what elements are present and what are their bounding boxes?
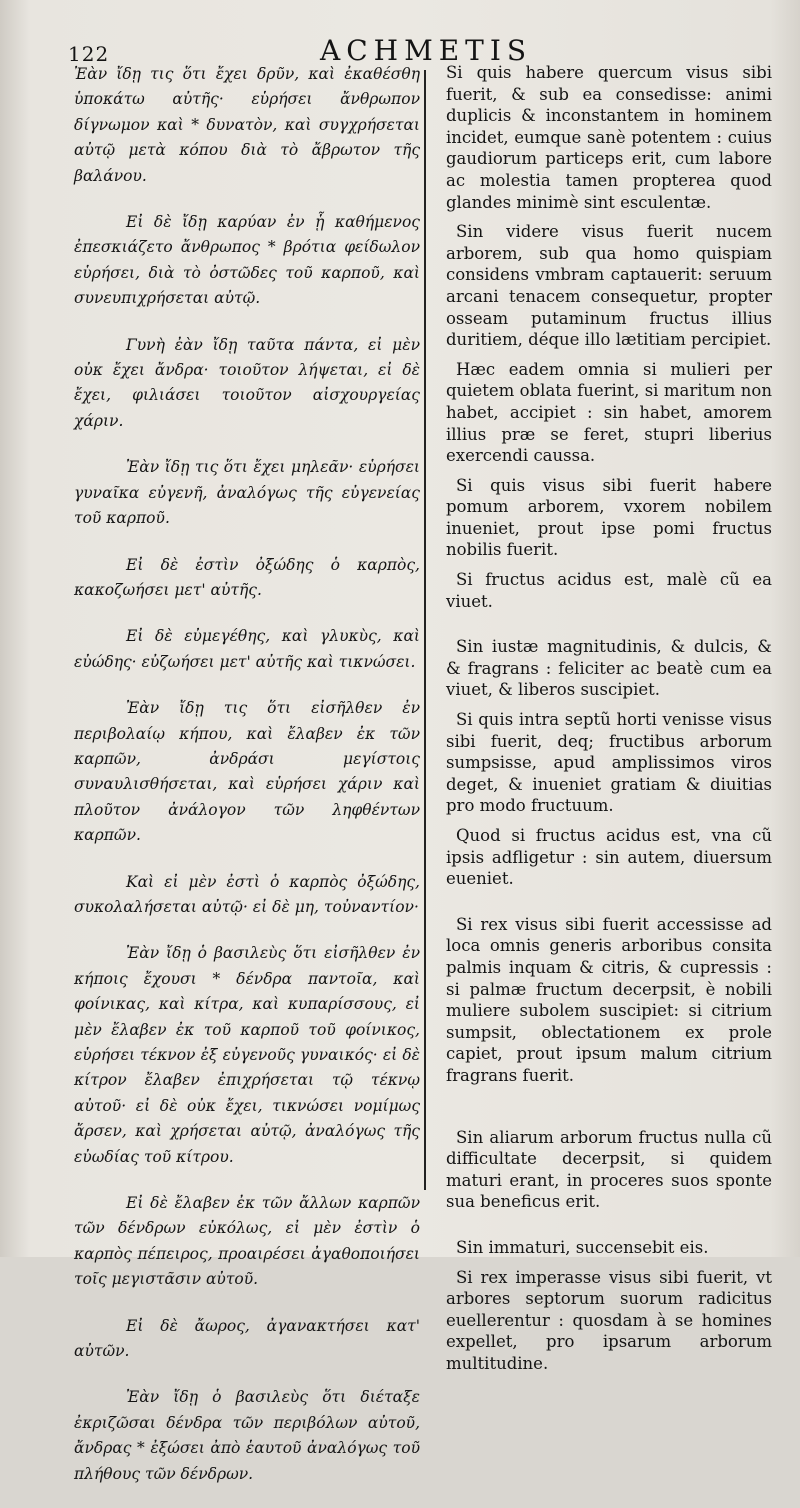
latin-paragraph: Sin immaturi, succensebit eis. xyxy=(456,1237,709,1257)
greek-paragraph: Γυνὴ ἐὰν ἴδῃ ταῦτα πάντα, εἰ μὲν οὐκ ἔχει ἄνδρα· τοιοῦτον λήψεται, εἰ δὲ ἔχει, φιλιάσει τοιοῦτον αἰσχουργείας χάριν. xyxy=(74,335,420,430)
paragraph-gap xyxy=(446,898,772,914)
greek-paragraph: Ἐὰν ἴδῃ ὁ βασιλεὺς ὅτι διέταξε ἐκριζῶσαι δένδρα τῶν περιβόλων αὐτοῦ, ἄνδρας * ἐξώσει ἀπὸ ἑαυτοῦ ἀναλόγως τοῦ πλήθους τῶν δένδρων. xyxy=(74,1388,420,1483)
greek-paragraph: Εἰ δὲ εὐμεγέθης, καὶ γλυκὺς, καὶ εὐώδης· εὐζωήσει μετ' αὐτῆς καὶ τικνώσει. xyxy=(74,627,420,671)
latin-paragraph: Quod si fructus acidus est, vna cũ ipsis adfligetur : sin autem, diuersum eueniet. xyxy=(446,826,772,889)
running-title: ACHMETIS xyxy=(320,34,533,67)
latin-paragraph: Si rex visus sibi fuerit accessisse ad loca omnis generis arboribus consita palmis inquam & citris, & cupressis : si palmæ fructum decerpsit, è nobili muliere subolem suscipiet: si citrium sumpsit, oblectationem ex prole capiet, prout ipsum malum citrium fragrans fuerit. xyxy=(446,914,772,1085)
latin-paragraph: Si quis habere quercum visus sibi fuerit, & sub ea consedisse: animi duplicis & inconstantem in hominem incidet, eumque sanè potentem : cuius gaudiorum particeps erit, cum labore ac molestia tamen propterea quod glandes minimè sint esculentæ. xyxy=(446,63,772,212)
greek-paragraph: Εἰ δὲ ἐστὶν ὀξώδης ὁ καρπὸς, κακοζωήσει μετ' αὐτῆς. xyxy=(74,555,420,599)
latin-paragraph: Hæc eadem omnia si mulieri per quietem oblata fuerint, si maritum non habet, accipiet : sin habet, amorem illius præ se feret, stupri liberius exercendi caussa. xyxy=(446,359,772,466)
paragraph-gap xyxy=(446,1221,772,1237)
greek-paragraph: Ἐὰν ἴδῃ τις ὅτι εἰσῆλθεν ἐν περιβολαίῳ κήπου, καὶ ἔλαβεν ἐκ τῶν καρπῶν, ἀνδράσι μεγίστοις συναυλισθήσεται, καὶ εὑρήσει χάριν καὶ πλοῦτον ἀνάλογον τῶν ληφθέντων καρπῶν. xyxy=(74,699,420,845)
greek-paragraph: Ἐὰν ἴδῃ τις ὅτι ἔχει μηλεᾶν· εὑρήσει γυναῖκα εὐγενῆ, ἀναλόγως τῆς εὐγενείας τοῦ καρποῦ. xyxy=(74,458,420,528)
greek-paragraph: Εἰ δὲ ἴδῃ καρύαν ἐν ᾗ καθήμενος ἐπεσκιάζετο ἄνθρωπος * βρότια φείδωλον εὑρήσει, διὰ τὸ ὀστῶδες τοῦ καρποῦ, καὶ συνευπιχρήσεται αὐτῷ. xyxy=(74,213,420,308)
latin-paragraph: Si fructus acidus est, malè cũ ea viuet. xyxy=(446,570,772,611)
paragraph-gap xyxy=(446,1111,772,1127)
latin-column xyxy=(446,62,772,1382)
latin-paragraph: Sin aliarum arborum fructus nulla cũ difficultate decerpsit, si quidem maturi erant, in proceres suos sponte sua beneficus erit. xyxy=(446,1127,772,1212)
page-number: 122 xyxy=(68,42,110,66)
greek-paragraph: Ἐὰν ἴδῃ τις ὅτι ἔχει δρῦν, καὶ ἐκαθέσθη ὑποκάτω αὐτῆς· εὑρήσει ἄνθρωπον δίγνωμον καὶ * δυνατὸν, καὶ συγχρήσεται αὐτῷ μετὰ κόπου διὰ τὸ ἄβρωτον τῆς βαλάνου. xyxy=(74,65,420,185)
greek-column xyxy=(74,62,420,1508)
greek-paragraph: Εἰ δὲ ἄωρος, ἀγανακτήσει κατ' αὐτῶν. xyxy=(74,1316,420,1361)
greek-paragraph: Ἐὰν ἴδῃ ὁ βασιλεὺς ὅτι εἰσῆλθεν ἐν κήποις ἔχουσι * δένδρα παντοῖα, καὶ φοίνικας, καὶ κίτρα, καὶ κυπαρίσσους, εἰ μὲν ἔλαβεν ἐκ τοῦ καρποῦ τοῦ φοίνικος, εὑρήσει τέκνον ἐξ εὐγενοῦς γυναικός· εἰ δὲ κίτρον ἔλαβεν ἐπιχρήσεται τῷ τέκνῳ αὐτοῦ· εἰ δὲ οὐκ ἔχει, τικνώσει νομίμως ἄρσεν, καὶ χρήσεται αὐτῷ, ἀναλόγως τῆς εὐωδίας τοῦ κίτρου. xyxy=(74,944,420,1166)
latin-paragraph: Si quis intra septũ horti venisse visus sibi fuerit, deq; fructibus arborum sumpsisse, apud amplissimos viros deget, & inueniet gratiam & diuitias pro modo fructuum. xyxy=(446,710,772,816)
paragraph-gap xyxy=(446,620,772,636)
greek-paragraph: Εἰ δὲ ἔλαβεν ἐκ τῶν ἄλλων καρπῶν τῶν δένδρων εὐκόλως, εἰ μὲν ἐστὶν ὁ καρπὸς πέπειρος, προαιρέσει ἀγαθοποιήσει τοῖς μεγιστᾶσιν αὐτοῦ. xyxy=(74,1194,420,1289)
paragraph-gap xyxy=(446,1095,772,1111)
latin-paragraph: Sin videre visus fuerit nucem arborem, sub qua homo quispiam considens vmbram captauerit: seruum arcani tenacem consequetur, propter osseam putaminum fructus illius duritiem, déque illo lætitiam percipiet. xyxy=(446,222,772,350)
latin-paragraph: Si quis visus sibi fuerit habere pomum arborem, vxorem nobilem inueniet, prout ipse pomi fructus nobilis fuerit. xyxy=(446,475,772,560)
latin-paragraph: Sin iustæ magnitudinis, & dulcis, & & fragrans : feliciter ac beatè cum ea viuet, & liberos suscipiet. xyxy=(446,637,772,700)
column-divider xyxy=(424,70,426,1190)
greek-paragraph: Καὶ εἰ μὲν ἐστὶ ὁ καρπὸς ὀξώδης, συκολαλήσεται αὐτῷ· εἰ δὲ μη, τοὐναντίον· xyxy=(74,872,420,916)
latin-paragraph: Si rex imperasse visus sibi fuerit, vt arbores septorum suorum radicitus euellerentur : quosdam à se homines expellet, pro ipsarum arborum multitudine. xyxy=(446,1267,772,1373)
